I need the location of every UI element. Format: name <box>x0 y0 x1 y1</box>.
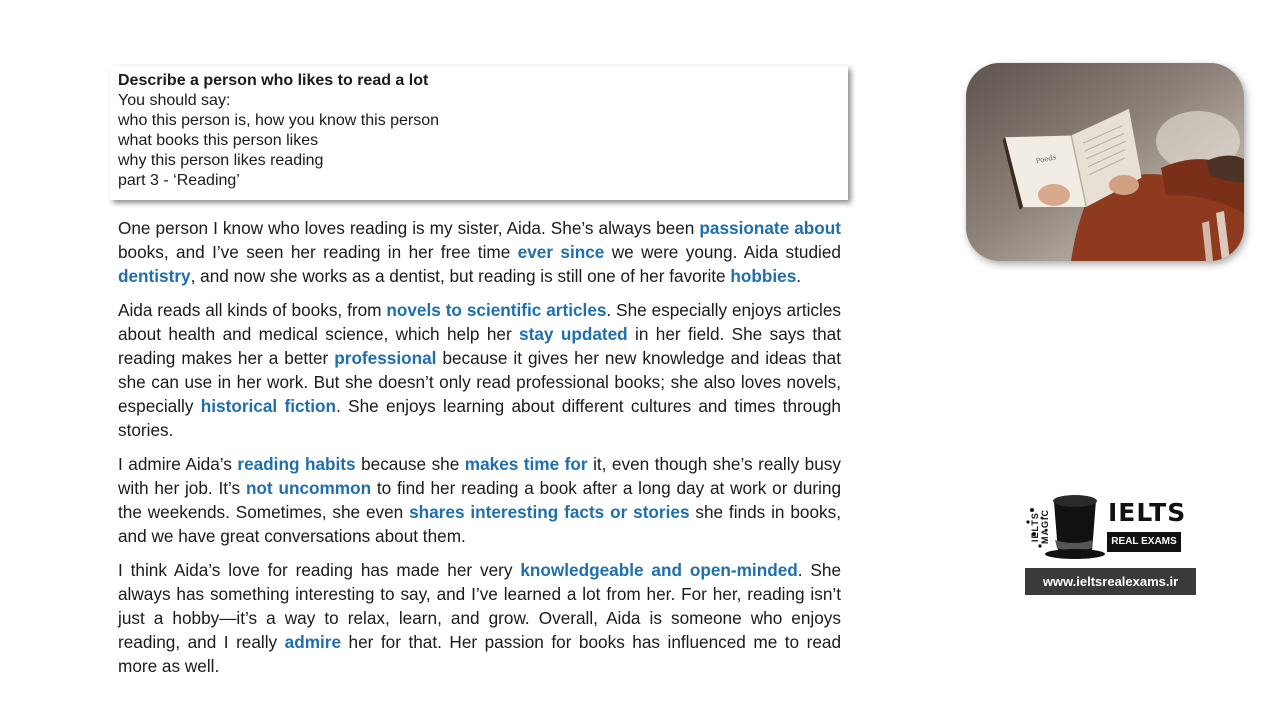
answer-paragraph-1 <box>118 216 841 288</box>
text-run: I think Aida’s love for reading has made her very <box>118 560 521 580</box>
ielts-logo <box>1022 490 1187 560</box>
text-run: One person I know who loves reading is my sister, Aida. She’s always been <box>118 218 700 238</box>
text-run: . <box>796 266 802 286</box>
cue-card-title: Describe a person who likes to read a lot <box>118 72 429 89</box>
text-run: she finds in books, and we have great conversations about them. <box>118 502 841 546</box>
answer-paragraph-3 <box>118 452 841 548</box>
logo-side-text: IELTS MAGIC <box>1030 509 1050 545</box>
keyword: shares interesting facts or stories <box>409 502 690 522</box>
cue-card-line: part 3 - ‘Reading’ <box>118 172 240 189</box>
keyword: passionate about <box>699 218 841 238</box>
answer-paragraph-4 <box>118 558 841 678</box>
keyword: novels to scientific articles <box>386 300 607 320</box>
photo-illustration <box>966 63 1244 261</box>
text-run: because she <box>355 454 465 474</box>
text-run: her for that. Her passion for books has influenced me to read more as well. <box>118 632 841 676</box>
logo-badge: REAL EXAMS <box>1107 532 1181 552</box>
cue-card <box>110 66 848 200</box>
keyword: historical fiction <box>200 396 337 416</box>
keyword: dentistry <box>118 266 191 286</box>
cue-card-line: who this person is, how you know this person <box>118 112 440 129</box>
keyword: stay updated <box>519 324 628 344</box>
text-run: books, and I’ve seen her reading in her free time <box>118 242 518 262</box>
text-run: in her field. She says that reading makes her a better <box>118 324 841 368</box>
keyword: knowledgeable and open-minded <box>520 560 798 580</box>
reading-woman-photo <box>966 63 1244 261</box>
cue-card-line: why this person likes reading <box>118 152 324 169</box>
keyword: makes time for <box>464 454 588 474</box>
keyword: reading habits <box>237 454 356 474</box>
keyword: hobbies <box>730 266 797 286</box>
text-run: I admire Aida’s <box>118 454 238 474</box>
text-run: to find her reading a book after a long day at work or during the weekends. Sometimes, she even <box>118 478 842 522</box>
text-run: because it gives her new knowledge and ideas that she can use in her work. But she doesn’t only read professional books; she also loves novels, especially <box>118 348 842 416</box>
cue-card-line: You should say: <box>118 92 231 109</box>
keyword: professional <box>334 348 437 368</box>
text-run: . She enjoys learning about different cultures and times through stories. <box>118 396 841 440</box>
website-link[interactable]: www.ieltsrealexams.ir <box>1025 568 1196 595</box>
text-run: we were young. Aida studied <box>604 242 841 262</box>
keyword: ever since <box>517 242 605 262</box>
logo-title: IELTS <box>1108 498 1187 527</box>
text-run: . She especially enjoys articles about health and medical science, which help her <box>118 300 841 344</box>
keyword: not uncommon <box>245 478 372 498</box>
text-run: Aida reads all kinds of books, from <box>118 300 387 320</box>
answer-paragraph-2 <box>118 298 841 442</box>
cue-card-line: what books this person likes <box>118 132 319 149</box>
text-run: . She always has something interesting to say, and I’ve learned a lot from her. For her, reading isn’t just a hobby—it’s a way to relax, learn, and grow. Overall, Aida is someone who enjoys reading, and I really <box>118 560 841 652</box>
model-answer <box>118 216 841 688</box>
text-run: it, even though she’s really busy with her job. It’s <box>118 454 841 498</box>
text-run: , and now she works as a dentist, but reading is still one of her favorite <box>190 266 731 286</box>
keyword: admire <box>284 632 342 652</box>
book-page-text: Poeds <box>1035 153 1058 166</box>
